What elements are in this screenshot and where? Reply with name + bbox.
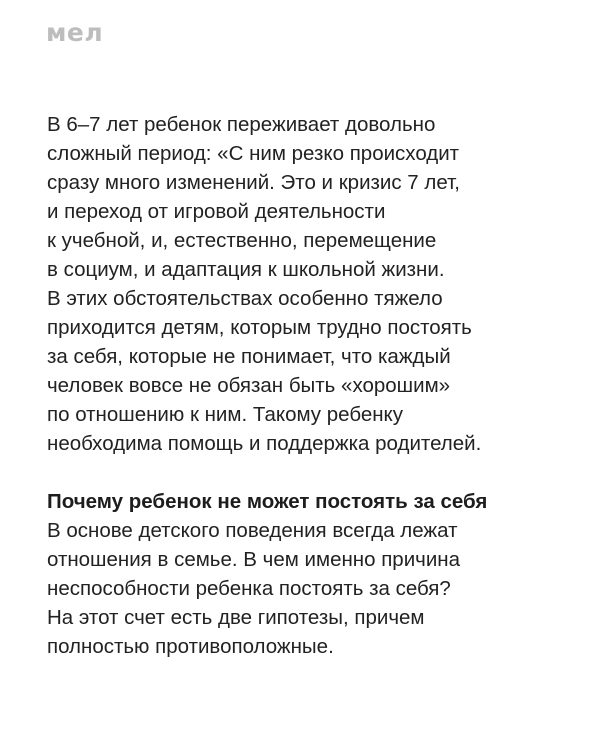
text-line: На этот счет есть две гипотезы, причем <box>47 606 425 629</box>
section-heading: Почему ребенок не может постоять за себя <box>47 490 488 513</box>
text-line: в социум, и адаптация к школьной жизни. <box>47 258 445 281</box>
text-line: за себя, которые не понимает, что каждый <box>47 345 451 368</box>
text-line: необходима помощь и поддержка родителей. <box>47 432 482 455</box>
text-line: В 6–7 лет ребенок переживает довольно <box>47 113 436 136</box>
brand-logo: мел <box>46 18 104 47</box>
text-line: сразу много изменений. Это и кризис 7 лет, <box>47 171 460 194</box>
text-line: к учебной, и, естественно, перемещение <box>47 229 437 252</box>
text-line: приходится детям, которым трудно постоять <box>47 316 472 339</box>
text-line: В основе детского поведения всегда лежат <box>47 519 458 542</box>
text-line: человек вовсе не обязан быть «хорошим» <box>47 374 451 397</box>
text-line: сложный период: «С ним резко происходит <box>47 142 460 165</box>
text-line: по отношению к ним. Такому ребенку <box>47 403 403 426</box>
text-line: и переход от игровой деятельности <box>47 200 386 223</box>
article-body <box>47 110 587 661</box>
paragraph-section <box>47 516 587 661</box>
text-line: неспособности ребенка постоять за себя? <box>47 577 451 600</box>
paragraph-spacer <box>47 458 587 487</box>
paragraph-intro <box>47 110 587 458</box>
text-line: В этих обстоятельствах особенно тяжело <box>47 287 443 310</box>
text-line: отношения в семье. В чем именно причина <box>47 548 461 571</box>
text-line: полностью противоположные. <box>47 635 334 658</box>
